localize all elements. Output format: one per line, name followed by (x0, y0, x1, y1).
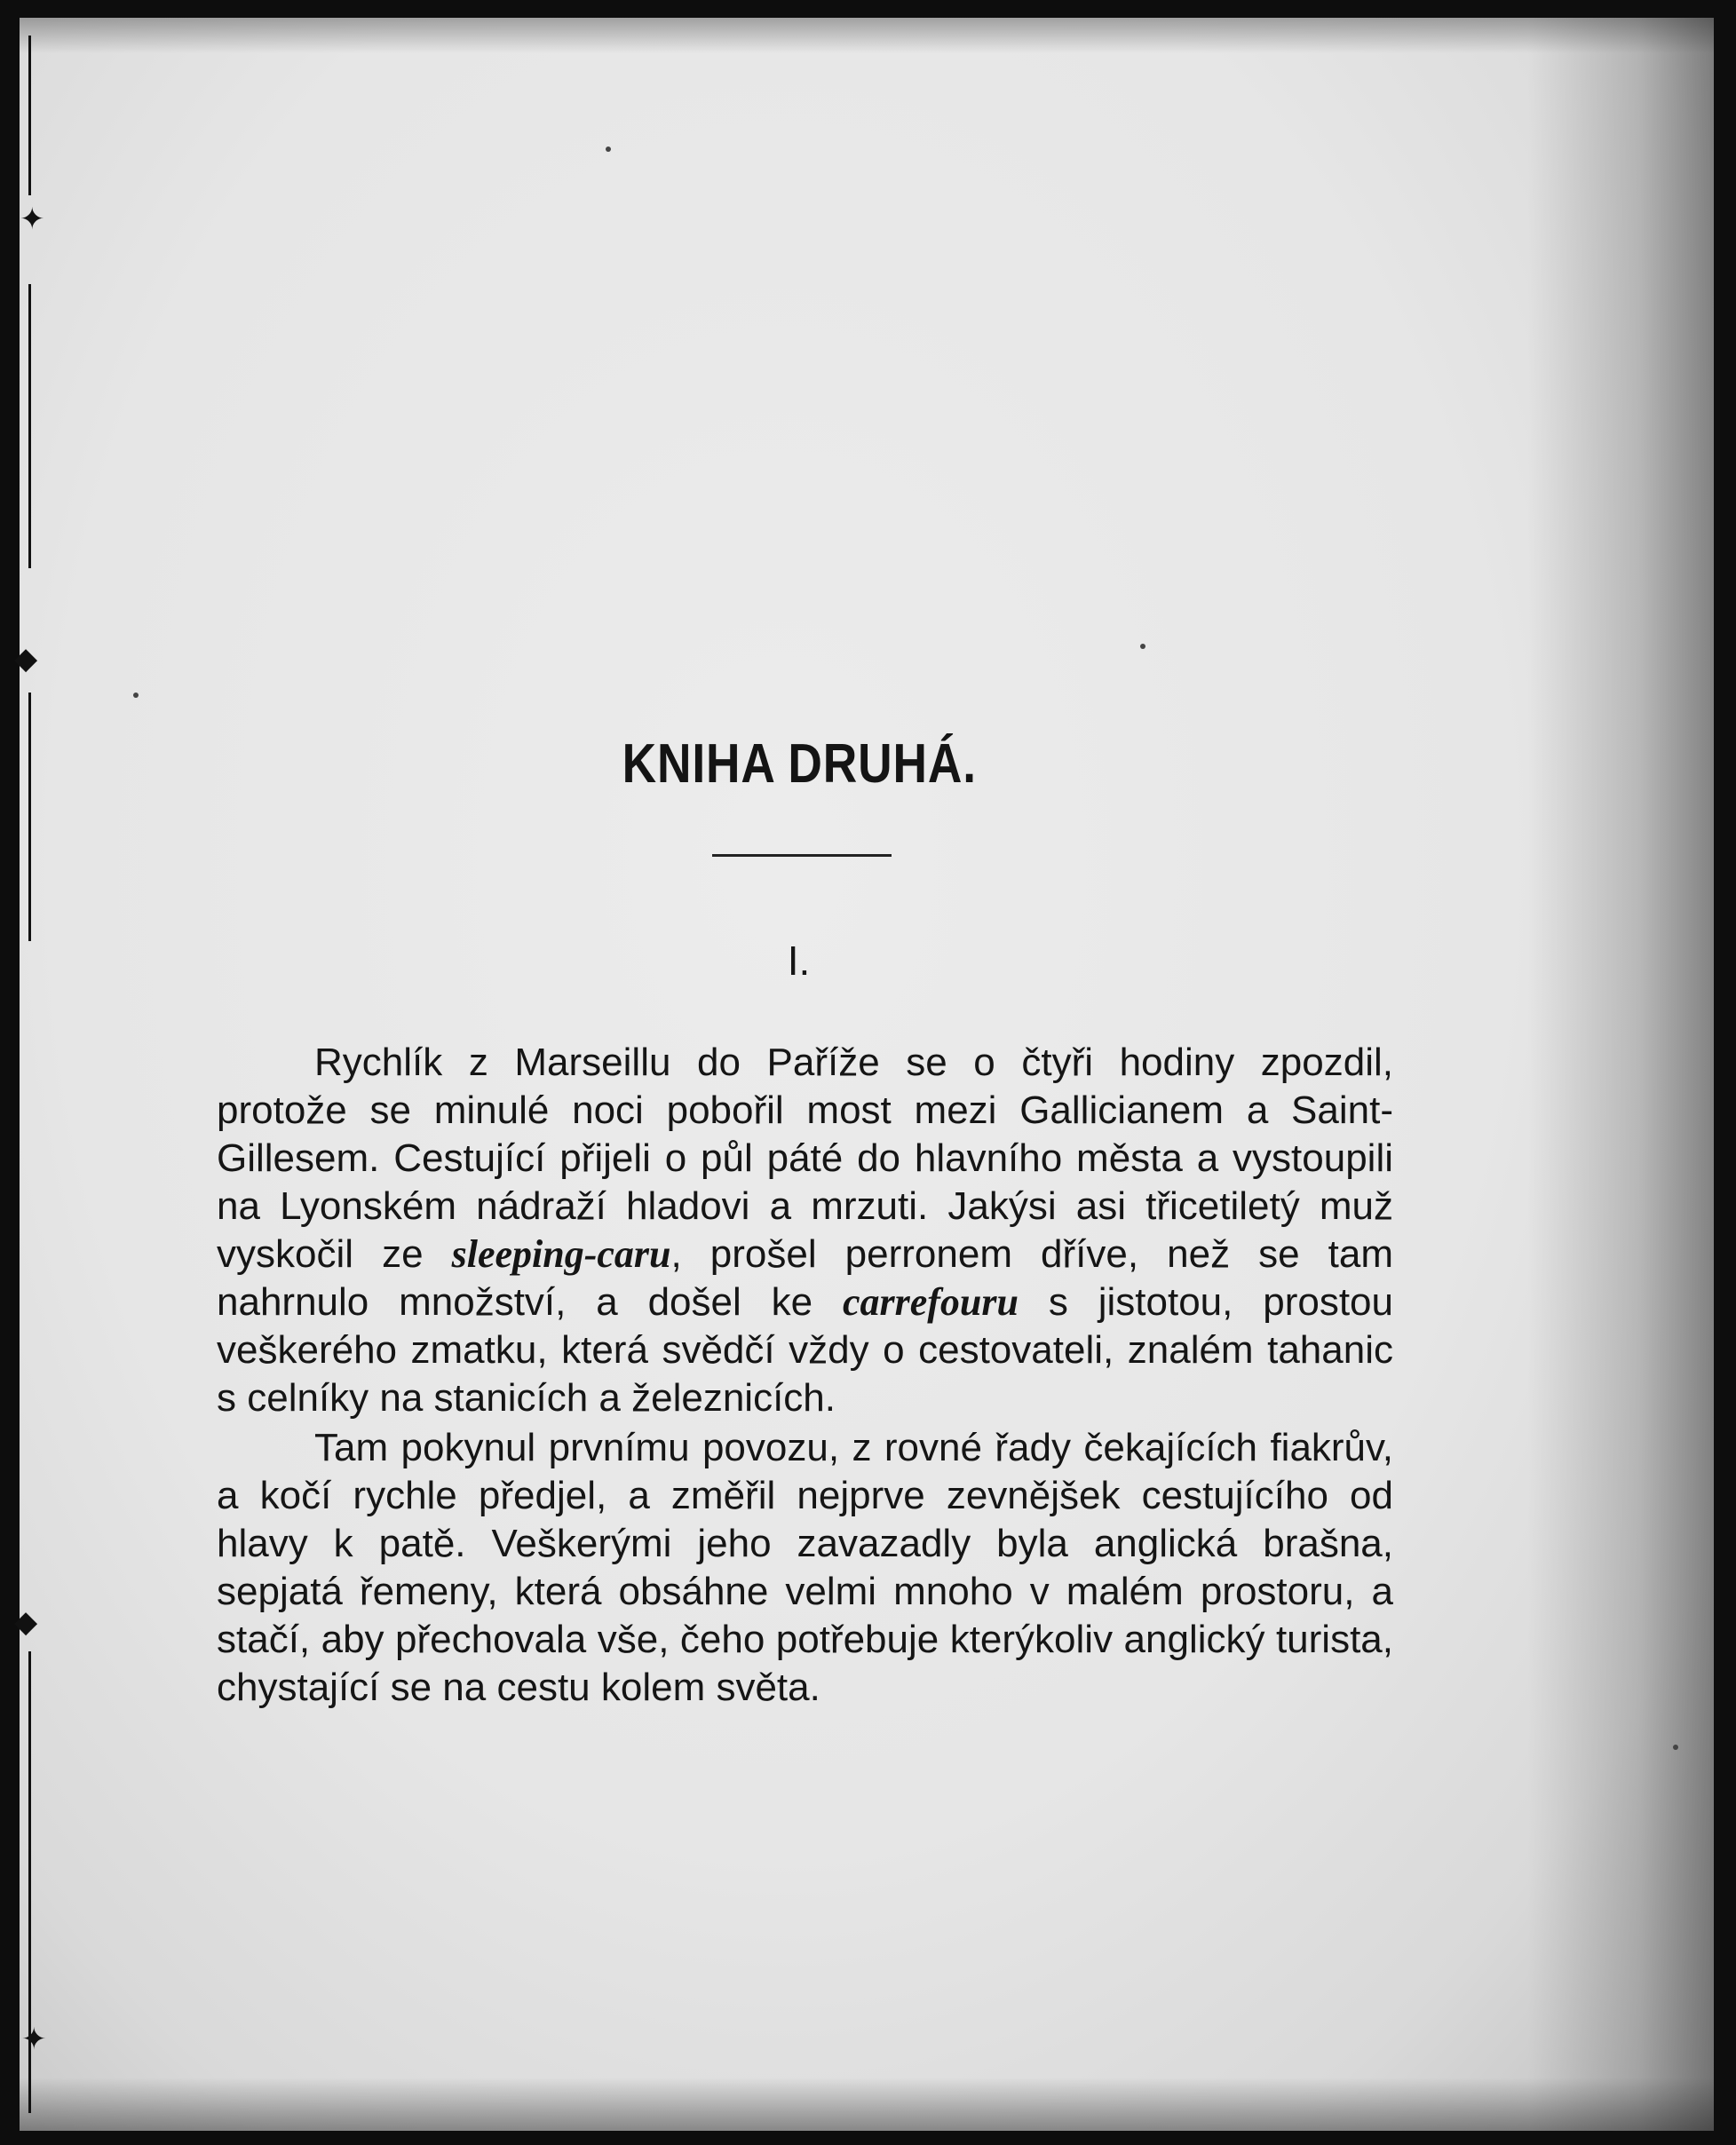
text-run: , prošel perronem dříve, než se tam nahrnulo množství, a došel ke (217, 1232, 1393, 1324)
text-run: Tam pokynul prvnímu povozu, z rovné řady čekajících fiakrův, a kočí rychle předjel, a změřil nejprve zevnějšek cestujícího od hlavy k patě. Veškerými jeho zavazadly byla anglická brašna, sepjatá řemeny, která obsáhne velmi mnoho v malém prostoru, a stačí, aby přechovala vše, čeho potřebuje kterýkoliv anglický turista, chystající se na cestu kolem světa. (217, 1426, 1393, 1709)
book-page (14, 18, 1714, 2131)
gutter-line (28, 693, 31, 941)
top-shadow (20, 18, 1714, 53)
paper-speck (1140, 644, 1145, 649)
text-run: s jistotou, prostou veškerého zmatku, která svědčí vždy o cestovateli, znalém tahanic s celníky na stanicích a železnicích. (217, 1280, 1393, 1420)
gutter-line (28, 36, 31, 195)
chapter-number: I. (787, 938, 811, 984)
paper-speck (606, 146, 611, 152)
heading-rule (712, 854, 892, 857)
binding-mark: ◆ (14, 641, 38, 677)
italic-term: sleeping-caru (451, 1232, 671, 1276)
gutter-line (28, 284, 31, 568)
binding-mark: ✦ (20, 202, 45, 237)
paragraph (217, 1039, 1393, 1422)
paper-speck (133, 693, 139, 698)
binding-mark: ◆ (14, 1604, 38, 1640)
paragraph (217, 1424, 1393, 1712)
italic-term: carrefouru (842, 1280, 1019, 1324)
text-run: Rychlík z Marseillu do Paříže se o čtyři hodiny zpozdil, protože se minulé noci pobořil most mezi Gallicianem a Saint-Gillesem. Cestující přijeli o půl páté do hlavního města a vystoupili na Lyonském nádraží hladovi a mrzuti. Jakýsi asi třicetiletý muž vyskočil ze (217, 1041, 1393, 1276)
spine-shadow (1527, 18, 1714, 2131)
body-text (217, 1039, 1393, 1712)
book-heading: KNIHA DRUHÁ. (622, 733, 977, 795)
paper-speck (1673, 1745, 1678, 1750)
binding-mark: ✦ (21, 2022, 47, 2057)
bottom-shadow (20, 2078, 1714, 2131)
